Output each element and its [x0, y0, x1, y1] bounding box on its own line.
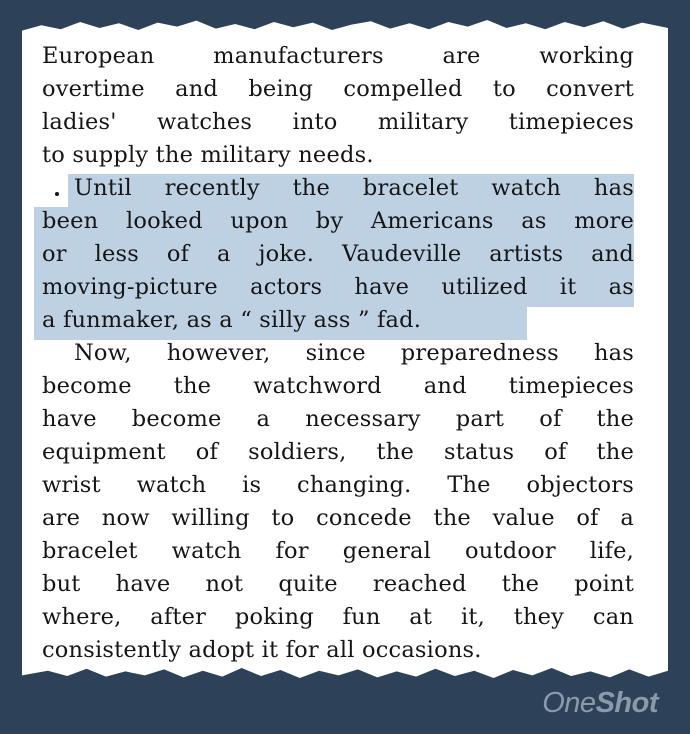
text-line: overtime and being compelled to convert	[42, 76, 634, 102]
text-line: consistently adopt it for all occasions.	[42, 637, 482, 663]
paragraph-1	[42, 40, 634, 172]
oneshot-logo	[542, 687, 658, 720]
article-text	[42, 40, 634, 667]
paragraph-3	[42, 337, 634, 667]
text-line: moving-picture actors have utilized it as	[42, 274, 634, 300]
text-line: wrist watch is changing. The objectors	[42, 472, 634, 498]
text-line: are now willing to concede the value of a	[42, 505, 634, 531]
text-line: have become a necessary part of the	[42, 406, 634, 432]
text-line: become the watchword and timepieces	[42, 373, 634, 399]
text-line: or less of a joke. Vaudeville artists and	[42, 241, 634, 267]
text-line: bracelet watch for general outdoor life,	[42, 538, 634, 564]
text-line: European manufacturers are working	[42, 43, 634, 69]
text-line: Now, however, since preparedness has	[74, 340, 634, 366]
text-line: to supply the military needs.	[42, 142, 374, 168]
text-line: been looked upon by Americans as more	[42, 208, 634, 234]
paragraph-2-highlighted	[42, 172, 634, 337]
logo-part-shot: Shot	[595, 687, 658, 719]
text-line: equipment of soldiers, the status of the	[42, 439, 634, 465]
text-line: where, after poking fun at it, they can	[42, 604, 634, 630]
logo-part-one: One	[542, 687, 596, 719]
text-line: ladies' watches into military timepieces	[42, 109, 634, 135]
text-line: Until recently the bracelet watch has	[74, 175, 634, 201]
text-line: a funmaker, as a “ silly ass ” fad.	[42, 307, 422, 333]
text-line: but have not quite reached the point	[42, 571, 634, 597]
